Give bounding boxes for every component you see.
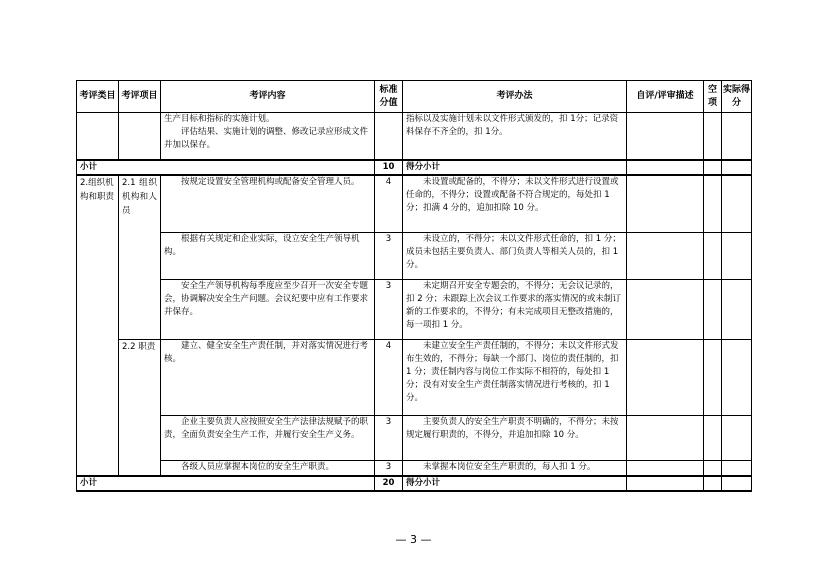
- table-row-carry: [77, 113, 752, 160]
- content-cell: 安全生产领导机构每季度应至少召开一次安全专题会，协调解决安全生产问题。会议纪要中应有工作要求并保存。: [161, 280, 375, 340]
- subtotal-row: [77, 160, 752, 175]
- category-cell: 2.组织机构和职责: [77, 175, 119, 476]
- table-row: [77, 233, 752, 280]
- method-cell: 主要负责人的安全生产职责不明确的，不得分；未按规定履行职责的，不得分，并追加扣除 10 分。: [403, 416, 627, 461]
- header-method: 考评办法: [403, 81, 627, 113]
- score-cell: 4: [375, 340, 403, 416]
- subtotal-row: [77, 476, 752, 491]
- method-cell: 未建立安全生产责任制的，不得分；未以文件形式发布生效的，不得分；每缺一个部门、岗位的责任制的，扣 1 分；责任制内容与岗位工作实际不相符的，每处扣 1 分；没有对安全生产责任制落实情况进行考核的，扣 1 分。: [403, 340, 627, 416]
- item-cell: 2.2 职责: [119, 340, 161, 476]
- header-blank: 空项: [704, 81, 722, 113]
- content-cell: 建立、健全安全生产责任制，并对落实情况进行考核。: [161, 340, 375, 416]
- content-line: 生产目标和指标的实施计划。: [164, 114, 275, 124]
- header-actual: 实际得分: [722, 81, 752, 113]
- subtotal-label: 小计: [77, 160, 375, 175]
- content-cell: 按规定设置安全管理机构或配备安全管理人员。: [161, 175, 375, 233]
- table-row: [77, 340, 752, 416]
- header-self-eval: 自评/评审描述: [627, 81, 704, 113]
- table-row: [77, 461, 752, 476]
- evaluation-table: [76, 80, 752, 492]
- method-cell: 未设置或配备的，不得分；未以文件形式进行设置或任命的，不得分；设置或配备不符合规定的，每处扣 1 分；扣满 4 分的，追加扣除 10 分。: [403, 175, 627, 233]
- header-score: 标准分值: [375, 81, 403, 113]
- score-cell: 3: [375, 280, 403, 340]
- score-cell: 4: [375, 175, 403, 233]
- method-cell: 未设立的，不得分；未以文件形式任命的，扣 1 分；成员未包括主要负责人、部门负责人等相关人员的，扣 1 分。: [403, 233, 627, 280]
- table-row: [77, 280, 752, 340]
- header-item: 考评项目: [119, 81, 161, 113]
- table-row: [77, 175, 752, 233]
- content-line: 评估结果、实施计划的调整、修改记录应形成文件并加以保存。: [164, 127, 369, 150]
- method-cell: 未定期召开安全专题会的，不得分；无会议记录的，扣 2 分；未跟踪上次会议工作要求的落实情况的或未制订新的工作要求的，不得分；有未完成项目无整改措施的，每一项扣 1 分。: [403, 280, 627, 340]
- score-cell: 3: [375, 416, 403, 461]
- header-category: 考评类目: [77, 81, 119, 113]
- method-cell: 指标以及实施计划未以文件形式颁发的，扣 1分；记录资料保存不齐全的，扣 1分。: [403, 113, 627, 160]
- subtotal-text: 得分小计: [403, 160, 627, 175]
- score-cell: 3: [375, 233, 403, 280]
- content-cell: [161, 113, 375, 160]
- subtotal-score: 10: [375, 160, 403, 175]
- header-row: [77, 81, 752, 113]
- subtotal-score: 20: [375, 476, 403, 491]
- subtotal-text: 得分小计: [403, 476, 627, 491]
- content-cell: 根据有关规定和企业实际，设立安全生产领导机构。: [161, 233, 375, 280]
- subtotal-label: 小计: [77, 476, 375, 491]
- method-cell: 未掌握本岗位安全生产职责的，每人扣 1 分。: [403, 461, 627, 476]
- item-cell: 2.1 组织机构和人员: [119, 175, 161, 340]
- score-cell: 3: [375, 461, 403, 476]
- content-cell: 企业主要负责人应按照安全生产法律法规赋予的职责，全面负责安全生产工作，并履行安全生产义务。: [161, 416, 375, 461]
- page-number: — 3 —: [395, 533, 432, 546]
- header-content: 考评内容: [161, 81, 375, 113]
- content-cell: 各级人员应掌握本岗位的安全生产职责。: [161, 461, 375, 476]
- table-row: [77, 416, 752, 461]
